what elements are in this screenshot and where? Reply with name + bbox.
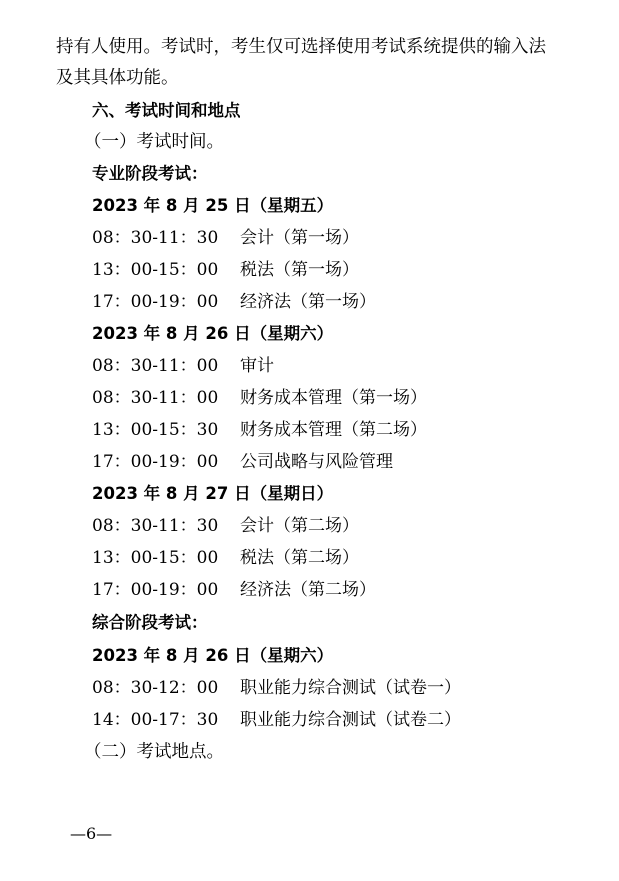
intro-line-1: 持有人使用。考试时，考生仅可选择使用考试系统提供的输入法 xyxy=(56,37,546,57)
subject: 税法（第二场） xyxy=(240,548,359,568)
time-slot: 08：30-11：00 xyxy=(92,388,219,408)
page-number: —6— xyxy=(70,824,113,843)
time-slot: 08：30-11：00 xyxy=(92,356,219,376)
subject: 会计（第二场） xyxy=(240,516,359,536)
date-heading-day3: 2023 年 8 月 27 日（星期日） xyxy=(92,484,334,503)
subject: 经济法（第二场） xyxy=(240,580,376,600)
subsection-exam-location: （二）考试地点。 xyxy=(84,742,224,762)
date-heading-day1: 2023 年 8 月 25 日（星期五） xyxy=(92,196,334,215)
time-slot: 13：00-15：00 xyxy=(92,548,219,568)
subject: 审计 xyxy=(240,356,274,376)
time-slot: 08：30-11：30 xyxy=(92,228,219,248)
date-heading-day2: 2023 年 8 月 26 日（星期六） xyxy=(92,324,334,343)
time-slot: 13：00-15：00 xyxy=(92,260,219,280)
subject: 经济法（第一场） xyxy=(240,292,376,312)
section-heading: 六、考试时间和地点 xyxy=(92,101,241,120)
stage-comprehensive: 综合阶段考试： xyxy=(92,613,208,632)
time-slot: 08：30-11：30 xyxy=(92,516,219,536)
time-slot: 17：00-19：00 xyxy=(92,452,219,472)
date-heading-day4: 2023 年 8 月 26 日（星期六） xyxy=(92,646,334,665)
stage-professional: 专业阶段考试： xyxy=(92,164,208,183)
subsection-exam-time: （一）考试时间。 xyxy=(84,132,224,152)
time-slot: 17：00-19：00 xyxy=(92,292,219,312)
time-slot: 14：00-17：30 xyxy=(92,710,219,730)
subject: 职业能力综合测试（试卷二） xyxy=(240,710,461,730)
subject: 会计（第一场） xyxy=(240,228,359,248)
time-slot: 08：30-12：00 xyxy=(92,678,219,698)
time-slot: 13：00-15：30 xyxy=(92,420,219,440)
subject: 财务成本管理（第一场） xyxy=(240,388,427,408)
intro-line-2: 及其具体功能。 xyxy=(56,68,179,88)
subject: 公司战略与风险管理 xyxy=(240,452,393,472)
subject: 税法（第一场） xyxy=(240,260,359,280)
time-slot: 17：00-19：00 xyxy=(92,580,219,600)
subject: 财务成本管理（第二场） xyxy=(240,420,427,440)
subject: 职业能力综合测试（试卷一） xyxy=(240,678,461,698)
